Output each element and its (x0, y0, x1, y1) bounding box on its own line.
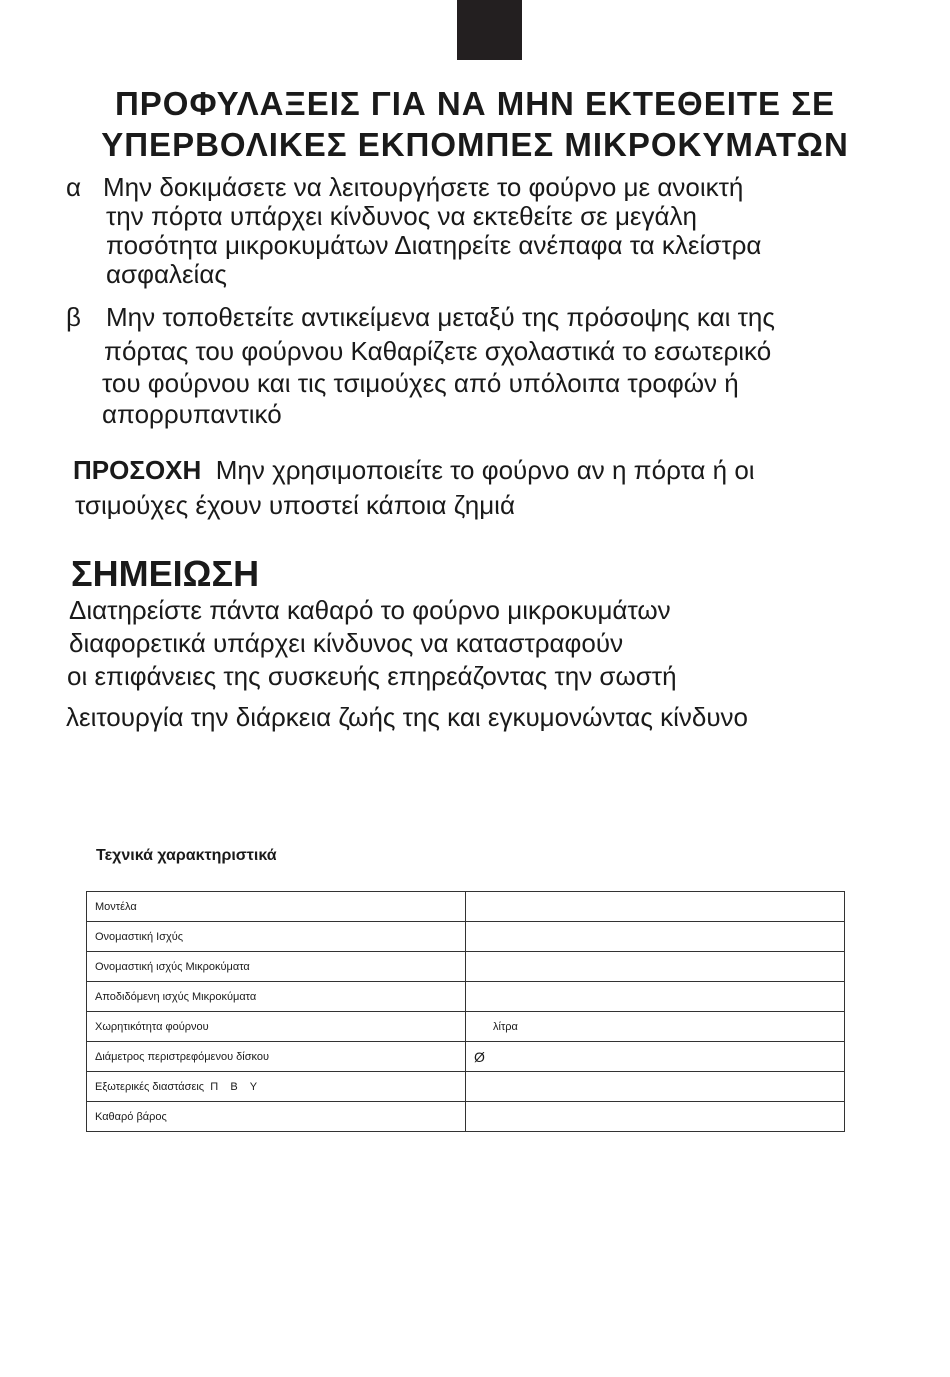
page-tab-marker (457, 0, 522, 60)
caution-line-2: τσιμούχες έχουν υποστεί κάποια ζημιά (75, 490, 515, 520)
spec-label: Ονομαστική Ισχύς (87, 922, 466, 952)
specs-table (86, 891, 845, 1132)
item-a-marker: α (66, 172, 82, 202)
spec-label: Διάμετρος περιστρεφόμενου δίσκου (87, 1042, 466, 1072)
page-title-line-1: ΠΡΟΦΥΛΑΞΕΙΣ ΓΙΑ ΝΑ ΜΗΝ ΕΚΤΕΘΕΙΤΕ ΣΕ (114, 85, 836, 122)
item-a-line-1: Μην δοκιμάσετε να λειτουργήσετε το φούρνο με ανοικτή (103, 172, 744, 202)
spec-value (466, 892, 845, 922)
note-line-3: οι επιφάνειες της συσκευής επηρεάζοντας την σωστή (67, 661, 677, 691)
spec-value (466, 1102, 845, 1132)
item-a-line-3: ποσότητα μικροκυμάτων Διατηρείτε ανέπαφα τα κλείστρα (106, 230, 762, 260)
table-row (87, 1102, 845, 1132)
spec-label: Εξωτερικές διαστάσεις Π Β Υ (87, 1072, 466, 1102)
page-title-line-2: ΥΠΕΡΒΟΛΙΚΕΣ ΕΚΠΟΜΠΕΣ ΜΙΚΡΟΚΥΜΑΤΩΝ (101, 126, 849, 163)
table-row (87, 922, 845, 952)
item-a-line-2: την πόρτα υπάρχει κίνδυνος να εκτεθείτε σε μεγάλη (106, 201, 698, 231)
table-row (87, 982, 845, 1012)
item-b-line-1: Μην τοποθετείτε αντικείμενα μεταξύ της πρόσοψης και της (106, 302, 775, 332)
spec-label: Καθαρό βάρος (87, 1102, 466, 1132)
specs-heading: Τεχνικά χαρακτηριστικά (96, 847, 277, 864)
item-b-line-3: του φούρνου και τις τσιμούχες από υπόλοιπα τροφών ή (102, 368, 739, 398)
note-line-1: Διατηρείστε πάντα καθαρό το φούρνο μικροκυμάτων (69, 595, 671, 625)
caution-line-1 (73, 455, 755, 486)
spec-value (466, 982, 845, 1012)
caution-text: Μην χρησιμοποιείτε το φούρνο αν η πόρτα ή οι (215, 455, 755, 485)
spec-value (466, 952, 845, 982)
item-b-line-4: απορρυπαντικό (102, 399, 282, 429)
note-heading: ΣΗΜΕΙΩΣΗ (71, 553, 260, 594)
item-a-line-4: ασφαλείας (106, 259, 227, 289)
item-b-line-2: πόρτας του φούρνου Καθαρίζετε σχολαστικά το εσωτερικό (104, 336, 772, 366)
note-line-2: διαφορετικά υπάρχει κίνδυνος να καταστραφούν (69, 628, 624, 658)
table-row (87, 952, 845, 982)
diameter-symbol-icon: Ø (466, 1042, 845, 1072)
caution-label: ΠΡΟΣΟΧΗ (73, 455, 202, 485)
spec-label: Χωρητικότητα φούρνου (87, 1012, 466, 1042)
item-b-marker: β (66, 302, 81, 332)
spec-label: Αποδιδόμενη ισχύς Μικροκύματα (87, 982, 466, 1012)
note-line-4: λειτουργία την διάρκεια ζωής της και εγκυμονώντας κίνδυνο (66, 702, 749, 732)
spec-value: λίτρα (466, 1012, 845, 1042)
table-row (87, 1072, 845, 1102)
table-row (87, 1042, 845, 1072)
spec-value (466, 1072, 845, 1102)
spec-value (466, 922, 845, 952)
table-row (87, 892, 845, 922)
table-row (87, 1012, 845, 1042)
spec-label: Μοντέλα (87, 892, 466, 922)
spec-label: Ονομαστική ισχύς Μικροκύματα (87, 952, 466, 982)
